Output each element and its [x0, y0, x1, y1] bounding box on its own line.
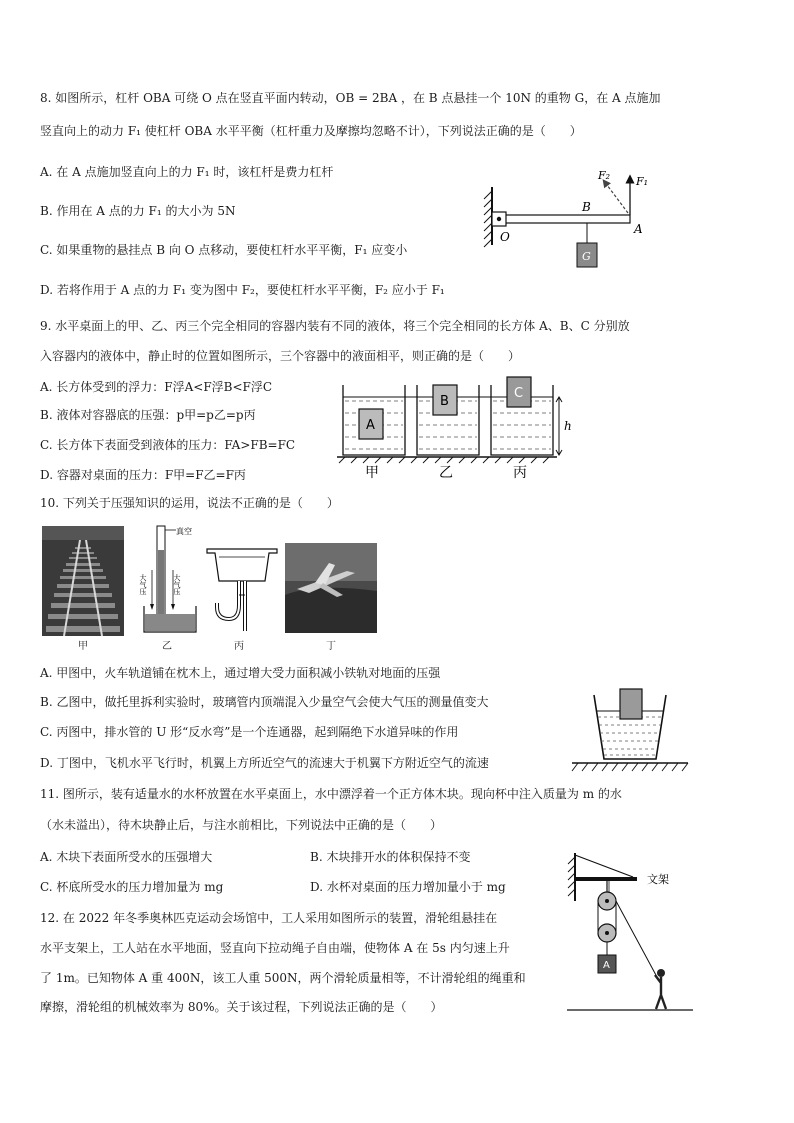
- q11-option-d: D. 水杯对桌面的压力增加量小于 mg: [310, 880, 506, 894]
- cup-block-figure: [570, 683, 690, 775]
- container-jia-label: 甲: [365, 465, 379, 481]
- q11-stem-line1: 11. 图所示，装有适量水的水杯放置在水平桌面上，水中漂浮着一个正方体木块。现向杯中注入质量为 m 的水: [40, 787, 622, 801]
- airplane-photo: [285, 543, 377, 633]
- pulley-figure: [565, 845, 695, 1015]
- q8-option-d: D. 若将作用于 A 点的力 F₁ 变为图中 F₂，要使杠杆水平平衡，F₂ 应小于 F₁: [40, 283, 445, 297]
- q10-label-ding: 丁: [326, 641, 336, 652]
- q10-label-bing: 丙: [234, 641, 244, 652]
- torricelli-figure: [140, 522, 200, 640]
- q9-option-d: D. 容器对桌面的压力：F甲=F乙=F丙: [40, 468, 246, 482]
- q11-option-b: B. 木块排开水的体积保持不变: [310, 850, 471, 864]
- stand-label: 文架: [647, 873, 669, 886]
- load-a-label: A: [603, 960, 610, 971]
- lever-figure: [480, 165, 660, 275]
- q12-stem-line1: 12. 在 2022 年冬季奥林匹克运动会场馆中，工人采用如图所示的装置，滑轮组悬挂在: [40, 911, 498, 925]
- height-h-label: h: [564, 419, 572, 433]
- q8-stem-line1: 8. 如图所示，杠杆 OBA 可绕 O 点在竖直平面内转动，OB = 2BA ，在 B 点悬挂一个 10N 的重物 G，在 A 点施加: [40, 91, 661, 105]
- q8-option-b: B. 作用在 A 点的力 F₁ 的大小为 5N: [40, 204, 236, 218]
- containers-figure: [335, 375, 580, 480]
- q10-option-c: C. 丙图中，排水管的 U 形“反水弯”是一个连通器，起到隔绝下水道异味的作用: [40, 725, 459, 739]
- vacuum-label: 真空: [176, 527, 192, 536]
- block-c-label: C: [514, 386, 524, 401]
- q10-option-d: D. 丁图中，飞机水平飞行时，机翼上方所近空气的流速大于机翼下方附近空气的流速: [40, 756, 489, 770]
- point-a-label: A: [634, 222, 643, 236]
- q9-option-b: B. 液体对容器底的压强：p甲=p乙=p丙: [40, 408, 256, 422]
- sink-utrap-figure: [205, 545, 280, 635]
- point-o-label: O: [500, 230, 510, 244]
- right-pressure-label: 大气压: [173, 574, 181, 595]
- q9-option-a: A. 长方体受到的浮力：F浮A<F浮B<F浮C: [40, 380, 273, 394]
- q9-stem-line1: 9. 水平桌面上的甲、乙、丙三个完全相同的容器内装有不同的液体，将三个完全相同的长方体 A、B、C 分别放: [40, 319, 630, 333]
- q10-label-yi: 乙: [162, 641, 172, 652]
- left-pressure-label: 大气压: [139, 574, 147, 595]
- q10-label-jia: 甲: [78, 641, 88, 652]
- f2-label: F₂: [598, 169, 611, 182]
- q10-option-b: B. 乙图中，做托里拆利实验时，玻璃管内顶端混入少量空气会使大气压的测量值变大: [40, 695, 489, 709]
- q11-option-c: C. 杯底所受水的压力增加量为 mg: [40, 880, 224, 894]
- q8-stem-line2: 竖直向上的动力 F₁ 使杠杆 OBA 水平平衡（杠杆重力及摩擦均忽略不计），下列说法正确的是（ ）: [40, 124, 582, 138]
- f1-label: F₁: [636, 175, 649, 188]
- q10-option-a: A. 甲图中，火车轨道铺在枕木上，通过增大受力面积减小铁轨对地面的压强: [40, 666, 441, 680]
- container-yi-label: 乙: [439, 465, 453, 481]
- weight-g-label: G: [582, 250, 591, 263]
- q8-option-a: A. 在 A 点施加竖直向上的力 F₁ 时，该杠杆是费力杠杆: [40, 165, 334, 179]
- block-a-label: A: [366, 418, 375, 433]
- q11-stem-line2: （水未溢出），待木块静止后，与注水前相比，下列说法中正确的是（ ）: [40, 818, 443, 832]
- block-b-label: B: [440, 394, 449, 409]
- q12-stem-line4: 摩擦，滑轮组的机械效率为 80%。关于该过程，下列说法正确的是（ ）: [40, 1000, 443, 1014]
- q9-stem-line2: 入容器内的液体中，静止时的位置如图所示，三个容器中的液面相平，则正确的是（ ）: [40, 349, 521, 363]
- container-bing-label: 丙: [513, 465, 527, 481]
- q12-stem-line3: 了 1m。已知物体 A 重 400N，该工人重 500N，两个滑轮质量相等，不计滑轮组的绳重和: [40, 971, 526, 985]
- railway-photo: [42, 526, 124, 636]
- point-b-label: B: [582, 200, 591, 214]
- q11-option-a: A. 木块下表面所受水的压强增大: [40, 850, 213, 864]
- q12-stem-line2: 水平支架上，工人站在水平地面，竖直向下拉动绳子自由端，使物体 A 在 5s 内匀速上升: [40, 941, 510, 955]
- q10-stem: 10. 下列关于压强知识的运用，说法不正确的是（ ）: [40, 496, 339, 510]
- q8-option-c: C. 如果重物的悬挂点 B 向 O 点移动，要使杠杆水平平衡，F₁ 应变小: [40, 243, 408, 257]
- q9-option-c: C. 长方体下表面受到液体的压力：FA>FB=FC: [40, 438, 296, 452]
